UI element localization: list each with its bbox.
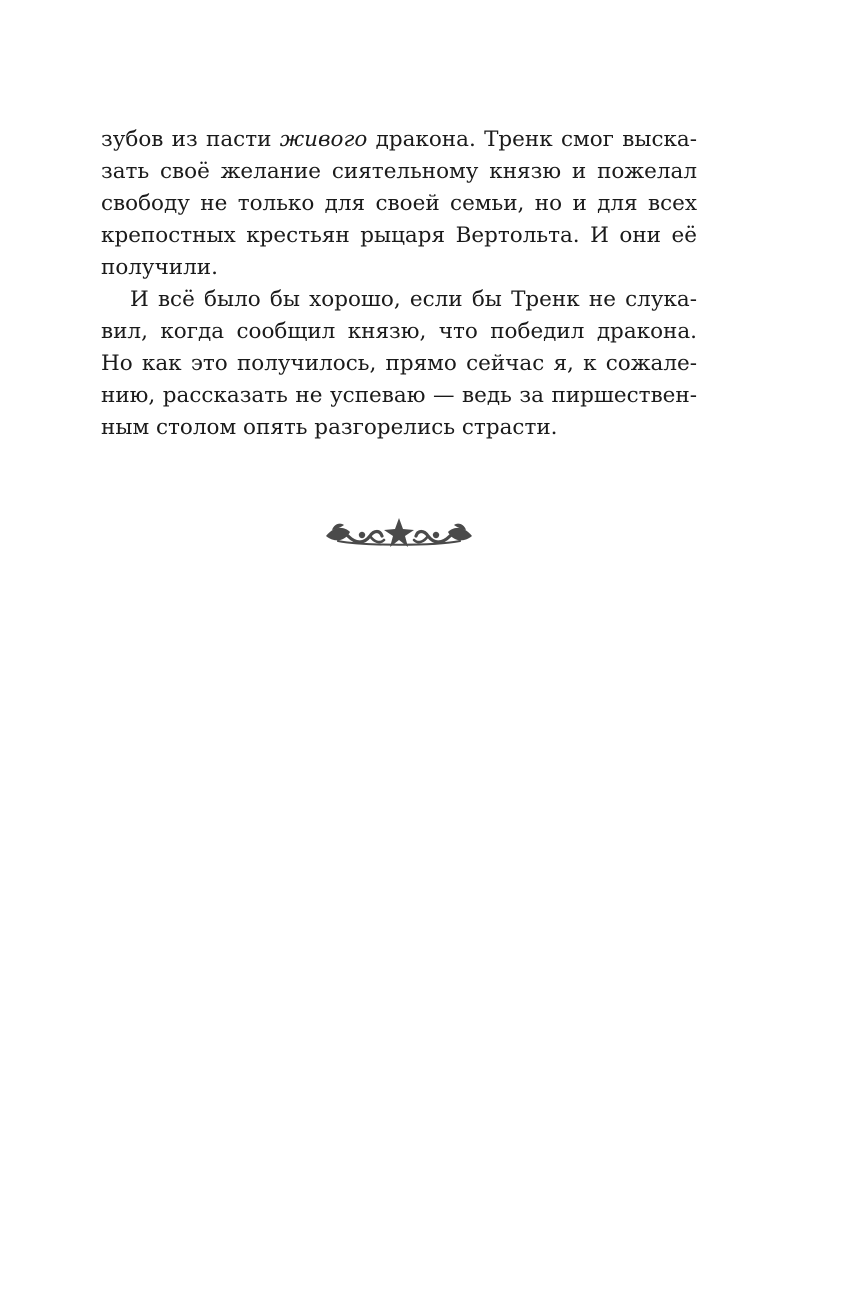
body-text [101,124,697,444]
text-line: вил, когда сообщил князю, что победил дракона. [101,319,697,344]
text-line: зать своё желание сиятельному князю и пожелал [101,159,697,184]
text-line: свободу не только для своей семьи, но и для всех [101,191,697,216]
text-line: получили. [101,255,218,280]
floral-divider-icon [324,514,474,552]
paragraph-1 [101,124,697,284]
text-line: зубов из пасти живого дракона. Тренк смог выска- [101,127,698,152]
text-line: Но как это получилось, прямо сейчас я, к сожале- [101,351,697,376]
text-line: ным столом опять разгорелись страсти. [101,415,558,440]
text-line: нию, рассказать не успеваю — ведь за пиршествен- [101,383,697,408]
paragraph-2 [101,284,697,444]
text-line: И всё было бы хорошо, если бы Тренк не слука- [130,287,697,312]
text-line: крепостных крестьян рыцаря Вертольта. И они её [101,223,697,248]
emphasis-text: живого [279,127,368,152]
